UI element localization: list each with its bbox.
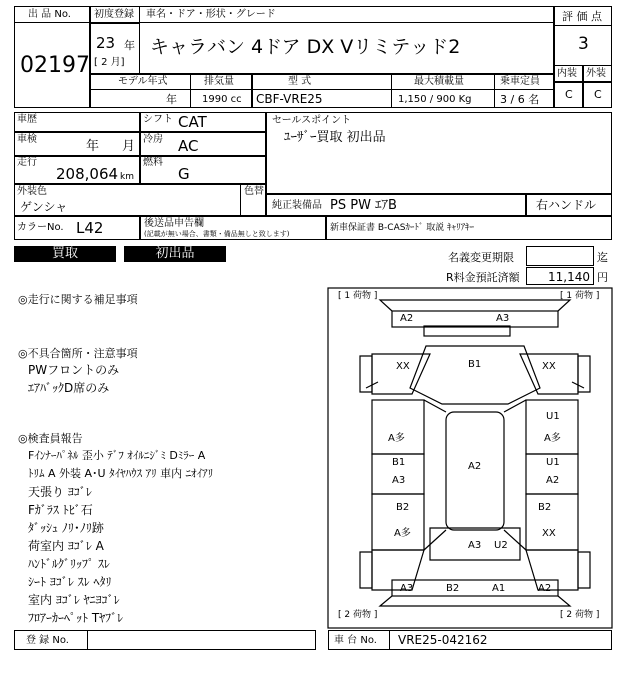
damage-mark: U1 — [546, 411, 560, 422]
inspector-title: ◎検査員報告 — [18, 432, 83, 445]
history-label: 車歴 — [17, 114, 37, 125]
inspector-line: ﾊﾝﾄﾞﾙｸﾞﾘｯﾌﾟ ｽﾚ — [28, 557, 110, 571]
score-label: 評 価 点 — [562, 10, 602, 23]
shift-label: シフト — [143, 114, 173, 125]
diagram-frame — [328, 288, 612, 628]
handle-value: 右ハンドル — [536, 198, 597, 212]
reg-no-label: 登 録 No. — [26, 635, 69, 646]
damage-mark: A1 — [492, 583, 506, 594]
left-front-door — [372, 400, 424, 454]
inspection-label: 車検 — [17, 134, 37, 145]
damage-mark: B1 — [392, 457, 406, 468]
damage-mark: A2 — [400, 313, 414, 324]
exterior-label: 外装 — [586, 68, 606, 79]
exterior-grade: C — [594, 88, 602, 101]
damage-mark: B2 — [396, 502, 410, 513]
recycle-unit: 円 — [597, 271, 608, 284]
damage-mark: B1 — [468, 359, 482, 370]
first-reg-month: [ 2 月] — [94, 57, 125, 68]
damage-mark: A2 — [546, 475, 560, 486]
inspector-line: ｼｰﾄ ﾖｺﾞﾚ ｽﾚ ﾍﾀﾘ — [28, 575, 112, 589]
damage-mark: A多 — [394, 528, 411, 539]
color-no-value: L42 — [76, 219, 104, 237]
first-listing-badge: 初出品 — [124, 246, 226, 262]
genuine-value: PS PW ｴｱB — [330, 198, 397, 213]
max-load-label: 最大積載量 — [414, 76, 464, 87]
capacity-value: 3 / 6 名 — [500, 93, 540, 106]
displacement-label: 排気量 — [204, 76, 234, 87]
damage-mark: A多 — [388, 433, 405, 444]
right-rear-panel — [526, 494, 578, 550]
warranty-value: 新車保証書 B-CASｶｰﾄﾞ 取説 ｷｬﾘｱｷｰ — [330, 223, 475, 233]
damage-mark: A2 — [468, 461, 482, 472]
inspection-month: 月 — [122, 139, 136, 154]
damage-mark: A3 — [496, 313, 510, 324]
defects-title: ◎不具合箇所・注意事項 — [18, 347, 138, 360]
inspector-line: 荷室内 ﾖｺﾞﾚ A — [28, 539, 104, 553]
inspector-line: 天張り ﾖｺﾞﾚ — [28, 485, 92, 499]
inspector-line: ﾌﾛｱｰｶｰﾍﾟｯﾄ Tﾔﾌﾞﾚ — [28, 611, 124, 625]
inspector-line: 室内 ﾖｺﾞﾚ ﾔﾆﾖｺﾞﾚ — [28, 593, 120, 607]
sales-point-label: セールスポイント — [272, 115, 352, 126]
interior-label: 内装 — [557, 68, 577, 79]
defect-line: ｴｱﾊﾞｯｸD席のみ — [28, 381, 110, 395]
inspector-line: ﾀﾞｯｼｭ ﾉﾘ･ﾉﾘ跡 — [28, 521, 104, 535]
chassis-value: VRE25-042162 — [398, 633, 488, 647]
model-year-label: モデル年式 — [118, 76, 168, 87]
diagram-corner-label: [ 2 荷物 ] — [560, 610, 600, 620]
damage-mark: A多 — [544, 433, 561, 444]
damage-mark: A2 — [538, 583, 552, 594]
fuel-label: 燃料 — [143, 157, 163, 168]
ac-label: 冷房 — [143, 134, 163, 145]
color-label: 外装色 — [17, 186, 47, 197]
model-year-value: 年 — [166, 93, 177, 106]
ac-value: AC — [178, 137, 199, 155]
color-no-label: カラーNo. — [17, 222, 64, 233]
recycle-label: R料金預託済額 — [446, 271, 520, 284]
shift-value: CAT — [178, 113, 207, 131]
damage-mark: XX — [542, 528, 556, 539]
interior-grade: C — [565, 88, 573, 101]
name-change-unit: 迄 — [597, 251, 608, 264]
mileage-label: 走行 — [17, 157, 37, 168]
damage-mark: A3 — [468, 540, 482, 551]
damage-mark: XX — [542, 361, 556, 372]
lot-no-label: 出 品 No. — [28, 9, 71, 20]
sales-point-value: ﾕｰｻﾞｰ買取 初出品 — [284, 130, 386, 145]
front-left-fender — [372, 354, 430, 394]
recycle-value: 11,140 — [548, 270, 590, 284]
lot-no: 02197 — [20, 53, 90, 78]
first-reg-year: 23 — [96, 34, 116, 52]
diagram-corner-label: [ 2 荷物 ] — [338, 610, 378, 620]
front-right-fender — [520, 354, 578, 394]
driving-notes-title: ◎走行に関する補足事項 — [18, 293, 138, 306]
right-front-door — [526, 400, 578, 454]
year-unit: 年 — [124, 39, 135, 52]
inspection-year: 年 — [86, 139, 100, 154]
name-change-label: 名義変更期限 — [448, 251, 514, 264]
type-value: CBF-VRE25 — [256, 92, 323, 106]
damage-mark: A3 — [400, 583, 414, 594]
diagram-corner-label: [ 1 荷物 ] — [560, 291, 600, 301]
score: 3 — [578, 34, 589, 54]
displacement-value: 1990 cc — [202, 94, 242, 105]
fuel-value: G — [178, 165, 190, 183]
damage-mark: XX — [396, 361, 410, 372]
damage-mark: B2 — [446, 583, 460, 594]
inspector-line: Fｶﾞﾗｽ ﾄﾋﾞ石 — [28, 503, 93, 517]
first-reg-label: 初度登録 — [94, 9, 134, 20]
docs-label: 後送品申告欄 — [144, 218, 204, 229]
damage-mark: A3 — [392, 475, 406, 486]
inspector-line: Fｲﾝﾅｰﾊﾟﾈﾙ 歪小 ﾃﾞﾌ ｵｲﾙﾆｼﾞﾐ Dﾐﾗｰ A — [28, 449, 206, 462]
damage-mark: U1 — [546, 457, 560, 468]
chassis-label: 車 台 No. — [334, 635, 377, 646]
front-bumper — [392, 311, 558, 327]
max-load-value: 1,150 / 900 Kg — [398, 94, 472, 105]
defect-line: PWフロントのみ — [28, 363, 120, 377]
diagram-corner-label: [ 1 荷物 ] — [338, 291, 378, 301]
docs-note: (記載が無い場合、書類・備品無しと致します) — [144, 230, 290, 238]
car-name: キャラバン 4ドア DX Vリミテッド2 — [150, 36, 461, 58]
genuine-label: 純正装備品 — [272, 200, 322, 211]
inspector-line: ﾄﾘﾑ A 外装 A･U ﾀｲﾔﾊｳｽ ｱﾘ 車内 ﾆｵｲｱﾘ — [28, 467, 214, 480]
hood — [410, 346, 540, 404]
mileage-value: 208,064 — [56, 165, 119, 183]
type-label: 型 式 — [288, 76, 312, 87]
rear-bumper — [392, 580, 558, 596]
mileage-unit: km — [120, 172, 134, 182]
color-change-label: 色替 — [244, 186, 264, 197]
car-name-label: 車名・ドア・形状・グレード — [146, 9, 276, 20]
damage-mark: B2 — [538, 502, 552, 513]
name-change-box — [526, 246, 594, 266]
purchase-badge: 買取 — [14, 246, 116, 262]
color-value: ゲンシャ — [20, 200, 68, 214]
capacity-label: 乗車定員 — [500, 76, 540, 87]
damage-mark: U2 — [494, 540, 508, 551]
